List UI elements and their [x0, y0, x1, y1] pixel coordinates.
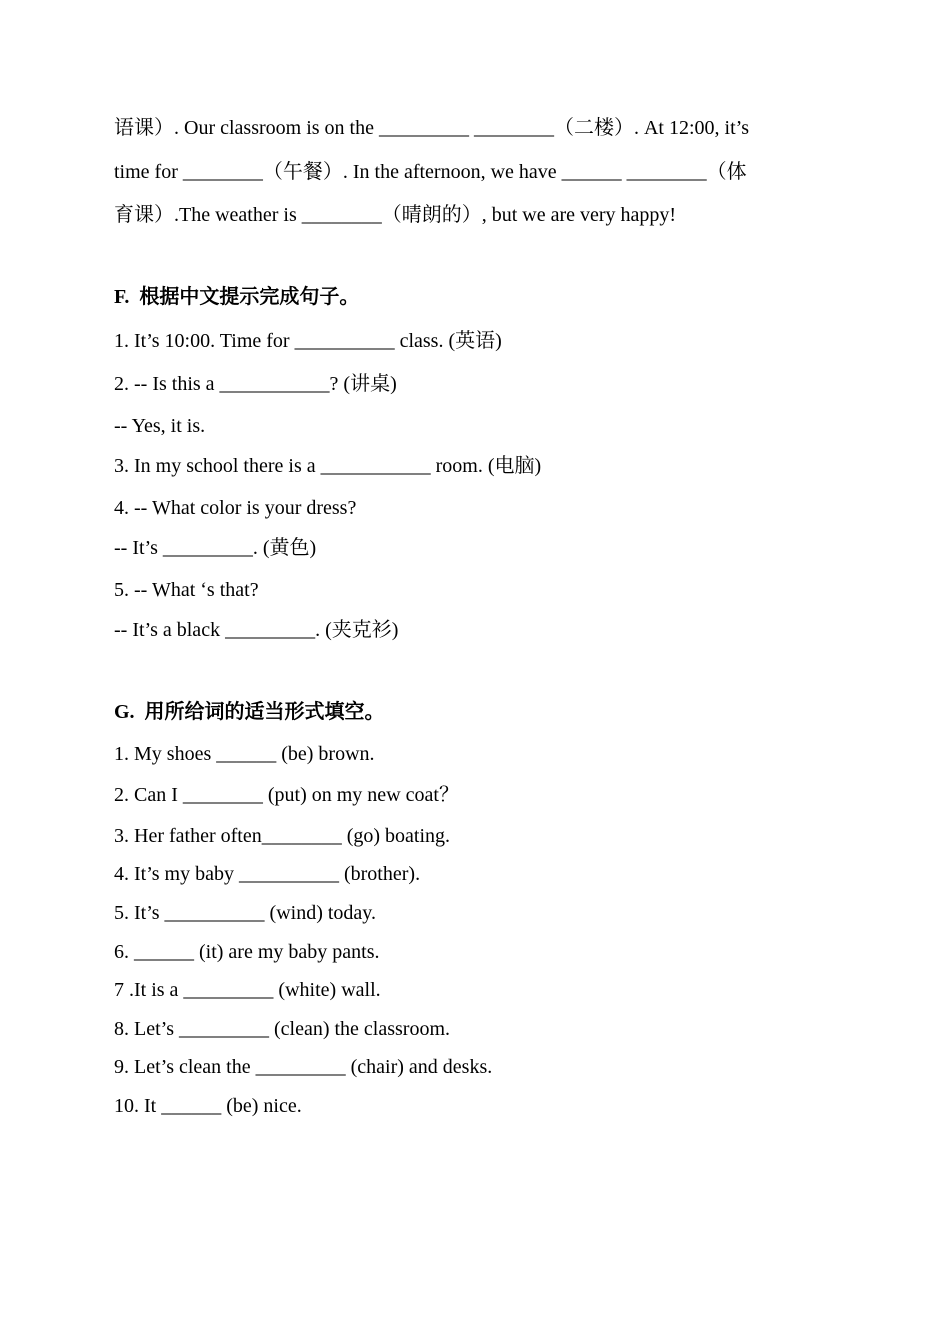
- passage-line-2: time for ________（午餐）. In the afternoon, we have ______ ________（体: [114, 161, 747, 183]
- section-f-line-3: -- Yes, it is.: [114, 415, 206, 437]
- section-f-line-5: 4. -- What color is your dress?: [114, 497, 357, 519]
- section-g-line-3: 3. Her father often________ (go) boating.: [114, 825, 451, 847]
- section-f-line-1: 1. It’s 10:00. Time for __________ class. (英语): [114, 330, 502, 352]
- passage-line-1: 语课）. Our classroom is on the _________ ________（二楼）. At 12:00, it’s: [114, 117, 749, 139]
- section-g-line-10: 10. It ______ (be) nice.: [114, 1095, 302, 1117]
- section-f-line-2: 2. -- Is this a ___________? (讲桌): [114, 373, 397, 395]
- section-f-line-7: 5. -- What ‘s that?: [114, 579, 259, 601]
- section-g-line-2: 2. Can I ________ (put) on my new coat？: [114, 784, 459, 806]
- section-g-line-6: 6. ______ (it) are my baby pants.: [114, 941, 380, 963]
- section-g-heading: G. 用所给词的适当形式填空。: [114, 701, 385, 723]
- section-f-line-4: 3. In my school there is a ___________ room. (电脑): [114, 455, 542, 477]
- section-g-line-7: 7 .It is a _________ (white) wall.: [114, 979, 381, 1001]
- section-g-line-1: 1. My shoes ______ (be) brown.: [114, 743, 375, 765]
- section-f-heading: F. 根据中文提示完成句子。: [114, 286, 360, 308]
- section-f-line-6: -- It’s _________. (黄色): [114, 537, 317, 559]
- section-g-line-4: 4. It’s my baby __________ (brother).: [114, 863, 421, 885]
- section-g-line-5: 5. It’s __________ (wind) today.: [114, 902, 377, 924]
- section-f-line-8: -- It’s a black _________. (夹克衫): [114, 619, 399, 641]
- section-g-line-8: 8. Let’s _________ (clean) the classroom.: [114, 1018, 451, 1040]
- passage-line-3: 育课）.The weather is ________（晴朗的）, but we are very happy!: [114, 204, 677, 226]
- section-g-line-9: 9. Let’s clean the _________ (chair) and desks.: [114, 1056, 493, 1078]
